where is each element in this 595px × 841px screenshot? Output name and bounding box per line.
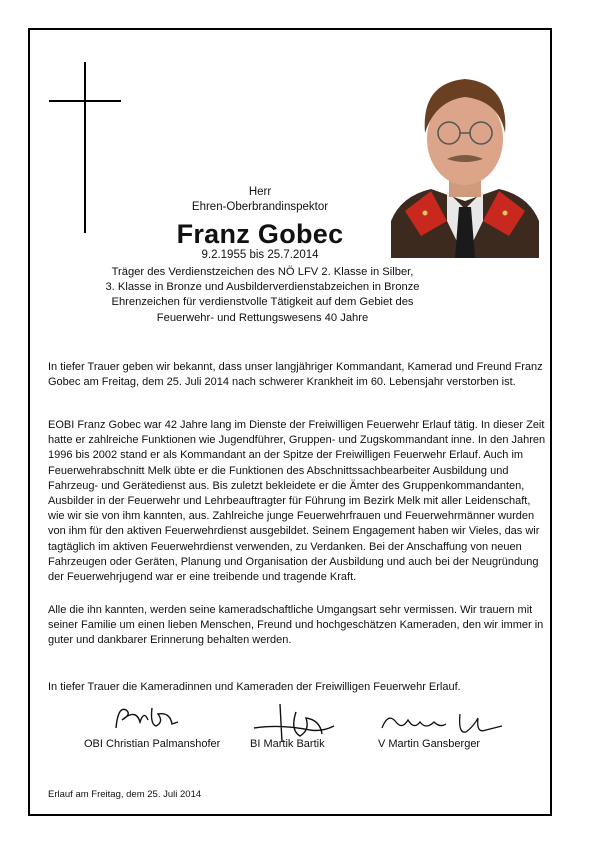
signature-palmanshofer-image	[110, 700, 190, 734]
cross-icon	[84, 62, 86, 233]
honors-line: Ehrenzeichen für verdienstvolle Tätigkeit auf dem Gebiet des	[111, 296, 414, 309]
remembrance-paragraph: Alle die ihn kannten, werden seine kameradschaftliche Umgangsart sehr vermissen. Wir trauern mit seiner Familie um einen lieben Menschen, Freund und hochgeschätzen Kameraden, den wir immer in guter und dankbarer Erinnerung behalten werden.	[48, 604, 544, 647]
life-dates: 9.2.1955 bis 25.7.2014	[201, 249, 319, 261]
cross-icon-bar	[49, 100, 121, 102]
closing-line: In tiefer Trauer die Kameradinnen und Kameraden der Freiwilligen Feuerwehr Erlauf.	[48, 681, 461, 693]
honors-line: 3. Klasse in Bronze und Ausbilderverdienstabzeichen in Bronze	[105, 281, 420, 294]
biography-paragraph: EOBI Franz Gobec war 42 Jahre lang im Dienste der Freiwilligen Feuerwehr Erlauf tätig. In dieser Zeit hatte er zahlreiche Funktionen wie Jugendführer, Gruppen- und Zugskommandant inne. In den Jahren 1996 bis 2002 stand er als Kommandant an der Spitze der Freiwilligen Feuerwehr Erlauf. Auch im Feuerwehrabschnitt Melk übte er die Funktionen des Abschnittssachbearbeiter Ausbildung und Fahrzeug- und Gerätedienst aus. Bis zuletzt bekleidete er die Ämter des Gruppenkommandanten, Ausbilder in der Feuerwehr und Lehrbeauftragter für Führung im Bezirk Melk mit aller Leidenschaft, wie wir sie von ihm kannten, aus. Zahlreiche junge Feuerwehrfrauen und Feuerwehrmänner wurden von ihm für den aktiven Feuerwehrdienst ausgebildet. Seinem Engagement haben wir Vieles, das wir tagtäglich im aktiven Feuerwehrdienst verwenden, zu Verdanken. Bei der Anschaffung von neuen Fahrzeugen oder Geräten, Planung und Organisation der Ausbildung und auch bei der Neugründung der Feuerwehrjugend war er eine treibende und tragende Kraft.	[48, 419, 546, 584]
signature-name: BI Martik Bartik	[250, 738, 325, 750]
signature-gansberger-image	[378, 708, 508, 738]
honors-line: Feuerwehr- und Rettungswesens 40 Jahre	[156, 311, 369, 324]
signature-name: V Martin Gansberger	[378, 738, 481, 750]
deceased-name: Franz Gobec	[176, 219, 344, 249]
signature-name: OBI Christian Palmanshofer	[84, 738, 221, 750]
honors-block	[90, 265, 435, 326]
announcement-paragraph: In tiefer Trauer geben wir bekannt, dass unser langjähriger Kommandant, Kamerad und Freund Franz Gobec am Freitag, dem 25. Juli 2014 nach schwerer Krankheit im 60. Lebensjahr verstorben ist.	[48, 361, 543, 389]
honors-line: Träger des Verdienstzeichen des NÖ LFV 2. Klasse in Silber,	[111, 266, 414, 278]
rank-title: Ehren-Oberbrandinspektor	[191, 201, 329, 213]
place-date-footer: Erlauf am Freitag, dem 25. Juli 2014	[48, 789, 202, 800]
salutation: Herr	[248, 186, 272, 198]
